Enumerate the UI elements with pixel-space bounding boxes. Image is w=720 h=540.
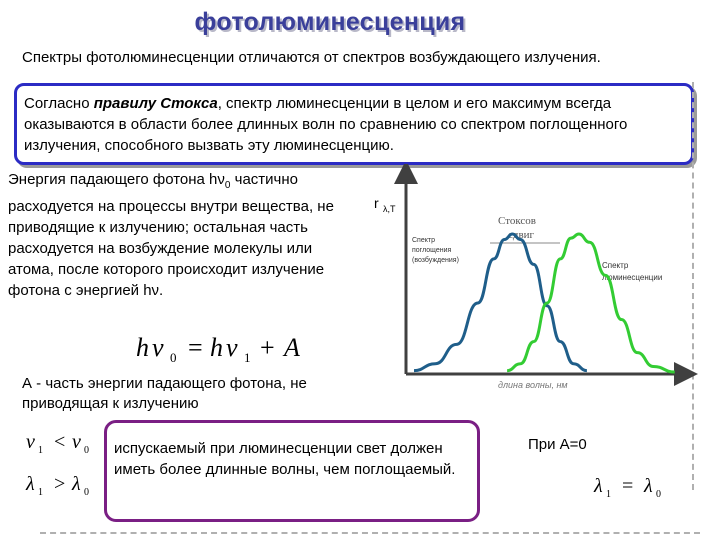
- x-axis-label: длина волны, нм: [498, 380, 568, 390]
- spectrum-chart: [370, 164, 700, 396]
- ineq1-op: <: [54, 431, 66, 453]
- emission-rule-text: испускаемый при люминесценции свет должен иметь более длинные волны, чем поглощаемый.: [114, 440, 456, 478]
- a0-lhs: λ: [594, 475, 603, 497]
- page-title: фотолюминесценция: [194, 8, 466, 36]
- energy-sub0: 0: [224, 180, 231, 191]
- stokes-prefix: Согласно: [24, 95, 94, 112]
- stokes-rest: , спектр люминесценции в целом и его максимум всегда оказываются в области более длинных волн по сравнению со спектром поглощенного излучения, способного вызвать эту люминесценцию.: [24, 95, 628, 154]
- emission-curve: [507, 234, 675, 372]
- formula-sub0: 0: [170, 350, 177, 365]
- a0-formula: [592, 470, 682, 500]
- ineq1-rhs: ν: [72, 431, 81, 453]
- ineq1-rsub: 0: [84, 445, 89, 456]
- shift-label-1: Стоксов: [498, 215, 537, 227]
- inequality-lambda: [24, 468, 104, 498]
- a0-rhs: λ: [644, 475, 653, 497]
- y-axis-label-sub: λ,T: [383, 204, 396, 214]
- decorative-dash-bottom: [40, 532, 700, 536]
- absorption-curve: [414, 234, 587, 371]
- energy-formula: [130, 324, 330, 370]
- a0-lsub: 1: [606, 489, 611, 500]
- abs-label-1: Спектр: [412, 237, 435, 244]
- stokes-rule-text: [24, 93, 684, 156]
- a0-label: При А=0: [528, 436, 587, 453]
- ineq2-op: >: [54, 473, 66, 495]
- emis-label-2: люминесценции: [602, 273, 663, 282]
- ineq1-lhs: ν: [26, 431, 35, 453]
- formula-plus: +: [260, 333, 275, 362]
- energy-part2: частично расходуется на процессы внутри вещества, не приводящие к излучению; остальная часть расходуется на возбуждение молекулы или атома, после которого происходит излучение фотона с энергией hν.: [8, 171, 334, 299]
- shift-label-2: сдвиг: [508, 229, 535, 241]
- ineq2-lsub: 1: [38, 487, 43, 498]
- ineq2-rsub: 0: [84, 487, 89, 498]
- y-axis-label: r: [374, 195, 379, 211]
- formula-sub1: 1: [244, 350, 251, 365]
- ineq1-lsub: 1: [38, 445, 43, 456]
- energy-part1: Энергия падающего фотона hν: [8, 171, 225, 188]
- abs-label-3: (возбуждения): [412, 257, 459, 264]
- energy-explanation: [8, 169, 360, 301]
- ineq2-lhs: λ: [26, 473, 35, 495]
- formula-h1: h: [136, 333, 149, 362]
- formula-h2: h: [210, 333, 223, 362]
- stokes-rule-name: правилу Стокса: [93, 95, 218, 112]
- abs-label-2: поглощения: [412, 247, 452, 254]
- a0-op: =: [622, 475, 634, 497]
- formula-A: A: [284, 333, 300, 362]
- inequality-nu: [24, 426, 104, 456]
- emis-label-1: Спектр: [602, 261, 629, 270]
- intro-text: Спектры фотолюминесценции отличаются от спектров возбуждающего излучения.: [22, 49, 601, 66]
- ineq2-rhs: λ: [72, 473, 81, 495]
- formula-eq: =: [188, 333, 203, 362]
- a0-rsub: 0: [656, 489, 661, 500]
- formula-nu1: ν: [226, 333, 238, 362]
- formula-nu0: ν: [152, 333, 164, 362]
- note-a-text: А - часть энергии падающего фотона, не приводящая к излучению: [22, 375, 307, 412]
